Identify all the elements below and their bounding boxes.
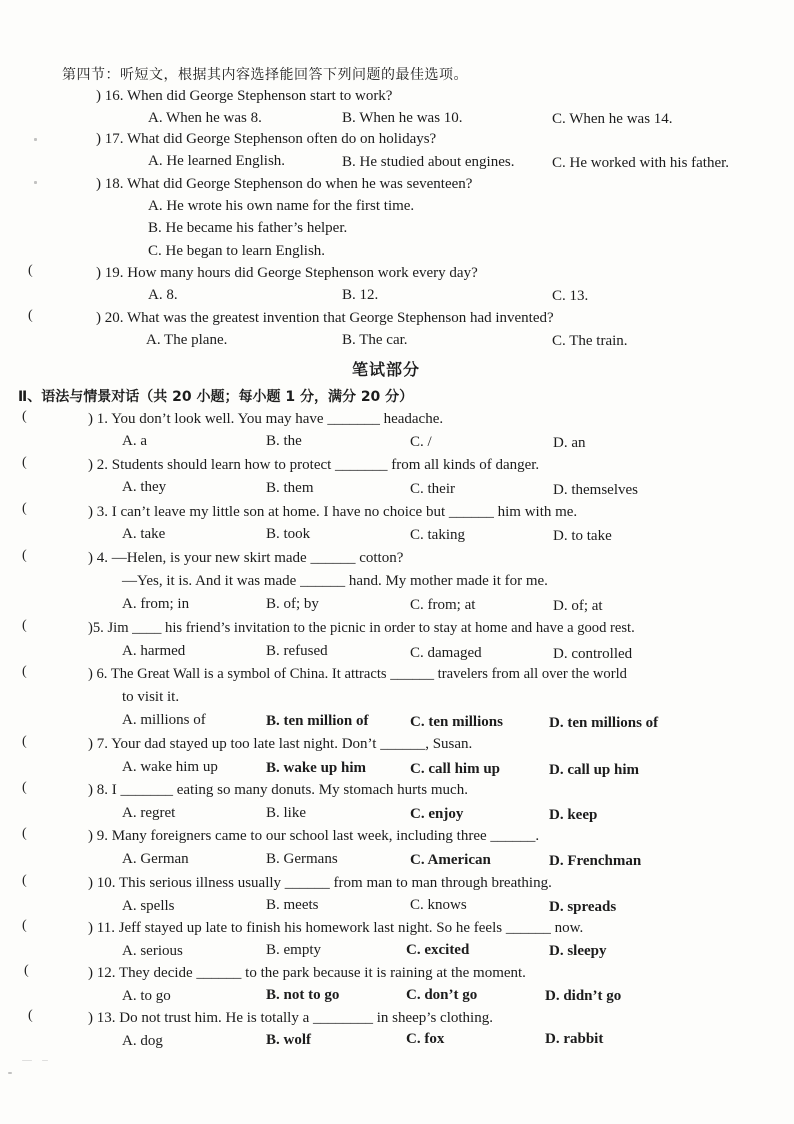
option-1d: D. an <box>553 435 586 451</box>
option-17c: C. He worked with his father. <box>552 155 730 171</box>
option-19a: A. 8. <box>148 287 178 303</box>
scan-speck <box>34 138 37 141</box>
option-16c: C. When he was 14. <box>552 111 673 127</box>
option-5c: C. damaged <box>410 645 482 661</box>
question-6-cont: to visit it. <box>122 689 180 705</box>
answer-paren: ( <box>22 664 27 679</box>
option-8a: A. regret <box>122 805 176 821</box>
option-5a: A. harmed <box>122 643 186 659</box>
option-4d: D. of; at <box>553 598 603 614</box>
option-10a: A. spells <box>122 898 175 914</box>
option-18c: C. He began to learn English. <box>148 243 326 259</box>
option-5b: B. refused <box>266 643 328 659</box>
question-4-reply: —Yes, it is. And it was made ______ hand. My mother made it for me. <box>122 573 548 589</box>
question-20: ) 20. What was the greatest invention that George Stephenson had invented? <box>96 310 554 326</box>
option-17a: A. He learned English. <box>148 153 286 169</box>
option-2b: B. them <box>266 480 314 496</box>
answer-paren: ( <box>22 501 27 516</box>
option-2a: A. they <box>122 479 167 495</box>
question-9: ) 9. Many foreigners came to our school last week, including three ______. <box>88 828 540 844</box>
option-4c: C. from; at <box>410 597 476 613</box>
option-2d: D. themselves <box>553 482 638 498</box>
option-2c: C. their <box>410 481 455 497</box>
question-11: ) 11. Jeff stayed up late to finish his homework last night. So he feels ______ now. <box>88 920 584 936</box>
answer-paren: ( <box>28 1008 33 1023</box>
scan-speck <box>34 181 37 184</box>
question-17: ) 17. What did George Stephenson often do on holidays? <box>96 131 437 147</box>
option-3d: D. to take <box>553 528 612 544</box>
answer-paren: ( <box>22 918 27 933</box>
answer-paren: ( <box>22 455 27 470</box>
option-11a: A. serious <box>122 943 183 959</box>
option-1a: A. a <box>122 433 147 449</box>
option-16a: A. When he was 8. <box>148 110 262 126</box>
question-7: ) 7. Your dad stayed up too late last night. Don’t ______, Susan. <box>88 736 473 752</box>
option-18b: B. He became his father’s helper. <box>148 220 348 236</box>
option-13d: D. rabbit <box>545 1031 604 1047</box>
option-8b: B. like <box>266 805 306 821</box>
question-16: ) 16. When did George Stephenson start to work? <box>96 88 393 104</box>
answer-paren: ( <box>22 548 27 563</box>
option-4a: A. from; in <box>122 596 190 612</box>
question-4: ) 4. —Helen, is your new skirt made ______ cotton? <box>88 550 404 566</box>
question-6: ) 6. The Great Wall is a symbol of China. It attracts ______ travelers from all over the world <box>88 666 627 682</box>
option-3a: A. take <box>122 526 166 542</box>
answer-paren: ( <box>22 618 27 633</box>
answer-paren: ( <box>22 734 27 749</box>
option-3b: B. took <box>266 526 311 542</box>
option-20a: A. The plane. <box>146 332 228 348</box>
option-9a: A. German <box>122 851 189 867</box>
question-5: )5. Jim ____ his friend’s invitation to the picnic in order to stay at home and have a good rest. <box>88 620 635 636</box>
option-8c: C. enjoy <box>410 806 464 822</box>
answer-paren: ( <box>22 826 27 841</box>
option-9c: C. American <box>410 852 491 868</box>
section4-heading: 第四节：听短文，根据其内容选择能回答下列问题的最佳选项。 <box>62 67 468 83</box>
option-1b: B. the <box>266 433 302 449</box>
option-7d: D. call up him <box>549 762 640 778</box>
written-part-title: 笔试部分 <box>352 360 421 379</box>
option-11c: C. excited <box>406 942 470 958</box>
option-12d: D. didn’t go <box>545 988 622 1004</box>
question-13: ) 13. Do not trust him. He is totally a ________ in sheep’s clothing. <box>88 1010 493 1026</box>
option-4b: B. of; by <box>266 596 319 612</box>
option-19c: C. 13. <box>552 288 589 304</box>
option-17b: B. He studied about engines. <box>342 154 515 170</box>
option-6d: D. ten millions of <box>549 715 659 731</box>
option-7b: B. wake up him <box>266 760 367 776</box>
scan-speck <box>42 1060 48 1061</box>
option-12c: C. don’t go <box>406 987 478 1003</box>
option-6b: B. ten million of <box>266 713 369 729</box>
option-20c: C. The train. <box>552 333 628 349</box>
option-16b: B. When he was 10. <box>342 110 463 126</box>
scan-speck <box>22 1060 32 1061</box>
option-9b: B. Germans <box>266 851 338 867</box>
answer-paren: ( <box>28 263 33 278</box>
question-10: ) 10. This serious illness usually ______ from man to man through breathing. <box>88 875 552 891</box>
option-6a: A. millions of <box>122 712 206 728</box>
option-13b: B. wolf <box>266 1032 311 1048</box>
answer-paren: ( <box>22 409 27 424</box>
question-18: ) 18. What did George Stephenson do when he was seventeen? <box>96 176 473 192</box>
option-8d: D. keep <box>549 807 598 823</box>
option-9d: D. Frenchman <box>549 853 642 869</box>
option-5d: D. controlled <box>553 646 633 662</box>
option-13c: C. fox <box>406 1031 445 1047</box>
option-18a: A. He wrote his own name for the first time. <box>148 198 415 214</box>
option-19b: B. 12. <box>342 287 379 303</box>
option-6c: C. ten millions <box>410 714 503 730</box>
option-7a: A. wake him up <box>122 759 218 775</box>
option-10c: C. knows <box>410 897 467 913</box>
question-1: ) 1. You don’t look well. You may have _______ headache. <box>88 411 444 427</box>
answer-paren: ( <box>28 308 33 323</box>
question-8: ) 8. I _______ eating so many donuts. My stomach hurts much. <box>88 782 468 798</box>
option-20b: B. The car. <box>342 332 408 348</box>
option-13a: A. dog <box>122 1033 163 1049</box>
question-19: ) 19. How many hours did George Stephenson work every day? <box>96 265 478 281</box>
option-12b: B. not to go <box>266 987 340 1003</box>
question-3: ) 3. I can’t leave my little son at home. I have no choice but ______ him with me. <box>88 504 578 520</box>
scan-speck <box>8 1072 12 1074</box>
option-10b: B. meets <box>266 897 319 913</box>
answer-paren: ( <box>22 873 27 888</box>
answer-paren: ( <box>22 780 27 795</box>
option-11d: D. sleepy <box>549 943 607 959</box>
option-7c: C. call him up <box>410 761 501 777</box>
option-11b: B. empty <box>266 942 321 958</box>
option-10d: D. spreads <box>549 899 617 915</box>
section2-heading: Ⅱ、语法与情景对话（共 20 小题；每小题 1 分，满分 20 分） <box>18 389 414 405</box>
option-3c: C. taking <box>410 527 465 543</box>
option-1c: C. / <box>410 434 432 450</box>
question-12: ) 12. They decide ______ to the park because it is raining at the moment. <box>88 965 526 981</box>
option-12a: A. to go <box>122 988 171 1004</box>
question-2: ) 2. Students should learn how to protect _______ from all kinds of danger. <box>88 457 540 473</box>
answer-paren: ( <box>24 963 29 978</box>
